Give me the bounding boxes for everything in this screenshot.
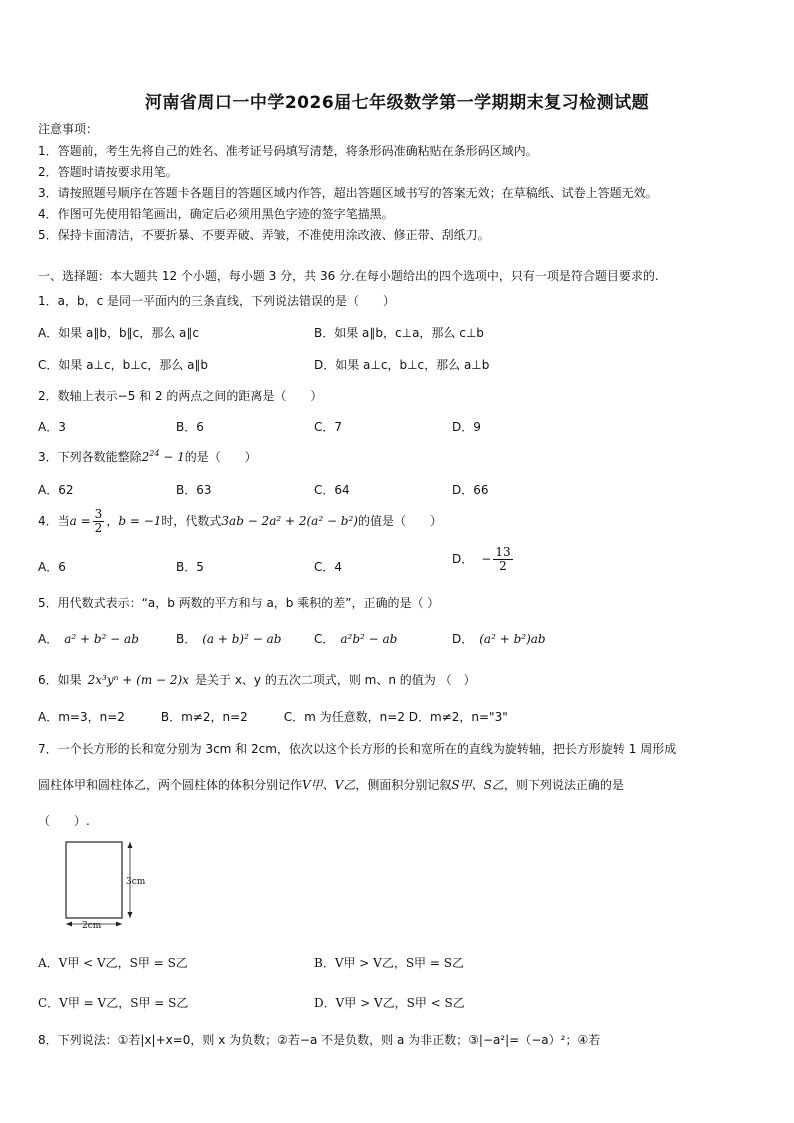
question-4-option-b: B．5 (176, 560, 204, 574)
option-expression: (a + b)² − ab (202, 632, 282, 646)
question-4-option-c: C．4 (314, 560, 343, 574)
option-label: B． (176, 632, 197, 646)
question-7-option-a: A．V甲 < V乙，S甲 = S乙 (38, 956, 188, 970)
question-6-options: A．m=3，n=2 B．m≠2，n=2 C．m 为任意数，n=2 D．m≠2，n="3" (38, 710, 508, 724)
question-6-expression: 2x³yⁿ + (m − 2)x (87, 673, 190, 687)
area-vars: S甲、S乙 (451, 778, 504, 792)
question-2-option-d: D．9 (452, 420, 481, 434)
notice-item-3: 3．请按照题号顺序在答题卡各题目的答题区域内作答，超出答题区域书写的答案无效；在草稿纸、试卷上答题无效。 (38, 186, 658, 200)
question-4-option-a: A．6 (38, 560, 66, 574)
question-3-option-b: B．63 (176, 483, 212, 497)
question-3-stem (38, 448, 257, 465)
option-label: D． (452, 632, 474, 646)
question-3-option-d: D．66 (452, 483, 489, 497)
question-8-stem: 8．下列说法：①若|x|+x=0，则 x 为负数；②若−a 不是负数，则 a 为非正数；③|−a²|=（−a）²；④若 (38, 1033, 601, 1047)
question-4-stem (38, 508, 442, 535)
minus-sign: − (481, 552, 492, 566)
b-equals: b = −1 (118, 514, 162, 528)
fraction-thirteen-halves (493, 546, 512, 573)
question-5-option-d (452, 630, 546, 647)
question-4-expression: 3ab − 2a² + 2(a² − b²) (221, 514, 358, 528)
fraction-three-halves (93, 508, 105, 535)
option-label: C． (314, 632, 335, 646)
question-6-stem-end: 是关于 x、y 的五次二项式，则 m、n 的值为 （ ） (195, 673, 476, 687)
question-7-option-c: C．V甲 = V乙，S甲 = S乙 (38, 996, 189, 1010)
question-7-option-b: B．V甲 > V乙，S甲 = S乙 (314, 956, 464, 970)
question-1-option-c: C．如果 a⊥c，b⊥c，那么 a∥b (38, 358, 209, 372)
height-label: 3cm (126, 877, 146, 887)
a-equals: a = (69, 514, 91, 528)
question-7-line-2 (38, 776, 624, 793)
question-3-option-c: C．64 (314, 483, 350, 497)
question-4-stem-middle: 时，代数式 (161, 514, 222, 528)
rectangle-shape (66, 842, 122, 918)
notice-heading: 注意事项： (38, 122, 99, 136)
question-4-stem-end: 的值是（ ） (357, 514, 442, 528)
question-5-option-c (314, 630, 397, 647)
question-6-stem-start: 6．如果 (38, 673, 82, 687)
question-2-stem: 2．数轴上表示−5 和 2 的两点之间的距离是（ ） (38, 389, 323, 403)
question-1-option-d: D．如果 a⊥c，b⊥c，那么 a⊥b (314, 358, 490, 372)
line-2-start: 圆柱体甲和圆柱体乙，两个圆柱体的体积分别记作 (38, 778, 303, 792)
fraction-denominator: 2 (94, 521, 103, 535)
question-5-option-b (176, 630, 281, 647)
height-arrow-bottom (128, 912, 133, 918)
section-heading: 一、选择题：本大题共 12 个小题，每小题 3 分，共 36 分.在每小题给出的四个选项中，只有一项是符合题目要求的. (38, 269, 659, 283)
height-arrow-top (128, 842, 133, 848)
fraction-numerator: 13 (495, 545, 511, 559)
question-2-option-a: A．3 (38, 420, 66, 434)
question-3-stem-start: 3．下列各数能整除 (38, 450, 142, 464)
fraction-denominator: 2 (499, 559, 507, 573)
option-label: A． (38, 632, 59, 646)
option-expression: (a² + b²)ab (479, 632, 546, 646)
option-expression: a²b² − ab (340, 632, 398, 646)
width-arrow-right (116, 922, 122, 927)
question-4-stem-start: 4．当 (38, 514, 70, 528)
question-5-option-a (38, 630, 139, 647)
width-label: 2cm (82, 921, 102, 931)
line-2-middle: ，侧面积分别记叙 (355, 778, 452, 792)
question-2-option-c: C．7 (314, 420, 343, 434)
question-3-stem-end: 的是（ ） (184, 450, 257, 464)
fraction-numerator: 3 (94, 507, 103, 521)
question-7-option-d: D．V甲 > V乙，S甲 < S乙 (314, 996, 465, 1010)
width-arrow-left (66, 922, 72, 927)
notice-item-2: 2．答题时请按要求用笔。 (38, 165, 178, 179)
question-7-line-3: （ ）. (38, 814, 90, 828)
line-2-end: ，则下列说法正确的是 (503, 778, 624, 792)
page-title: 河南省周口一中学2026届七年级数学第一学期期末复习检测试题 (144, 93, 650, 113)
question-7-line-1: 7．一个长方形的长和宽分别为 3cm 和 2cm，依次以这个长方形的长和宽所在的直线为旋转轴，把长方形旋转 1 周形成 (38, 742, 677, 756)
expr-tail: − 1 (159, 450, 185, 464)
question-4-option-d (452, 546, 515, 573)
question-3-expression (142, 450, 185, 464)
expr-base: 2 (141, 450, 150, 464)
question-1-option-a: A．如果 a∥b，b∥c，那么 a∥c (38, 326, 199, 340)
expr-exponent: 24 (149, 449, 160, 458)
question-5-stem: 5．用代数式表示：“a，b 两数的平方和与 a，b 乘积的差”，正确的是（ ） (38, 596, 440, 610)
question-1-stem: 1．a，b，c 是同一平面内的三条直线，下列说法错误的是（ ） (38, 294, 396, 308)
option-expression: a² + b² − ab (64, 632, 139, 646)
rectangle-diagram (58, 836, 168, 936)
notice-item-1: 1．答题前，考生先将自己的姓名、准考证号码填写清楚，将条形码准确粘贴在条形码区域内。 (38, 144, 538, 158)
comma: ， (106, 514, 119, 528)
notice-item-5: 5．保持卡面清洁，不要折暴、不要弄破、弄皱，不准使用涂改液、修正带、刮纸刀。 (38, 228, 490, 242)
question-2-option-b: B．6 (176, 420, 204, 434)
question-3-option-a: A．62 (38, 483, 74, 497)
volume-vars: V甲、V乙 (302, 778, 356, 792)
option-d-label: D． (452, 552, 474, 566)
question-1-option-b: B．如果 a∥b，c⊥a，那么 c⊥b (314, 326, 484, 340)
notice-item-4: 4．作图可先使用铅笔画出，确定后必须用黑色字迹的签字笔描黑。 (38, 207, 394, 221)
question-6-stem (38, 671, 476, 688)
